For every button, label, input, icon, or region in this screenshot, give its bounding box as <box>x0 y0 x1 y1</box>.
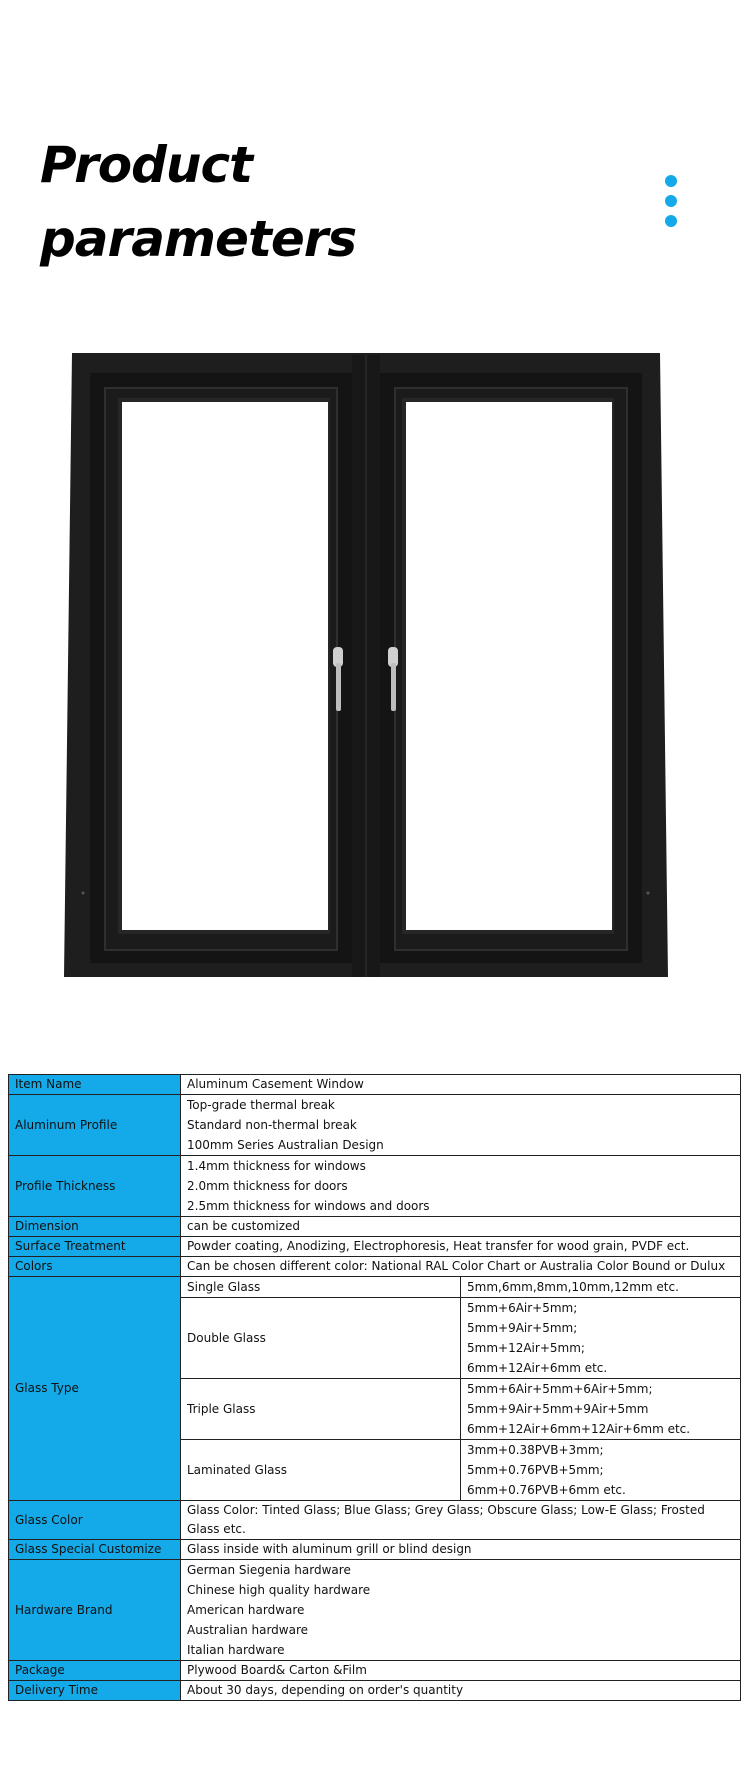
row-value-hardware-brand <box>181 1560 741 1661</box>
table-row <box>9 1237 741 1257</box>
row-label-hardware-brand: Hardware Brand <box>9 1560 181 1661</box>
table-row <box>9 1257 741 1277</box>
page-title-line-1: Product <box>40 136 253 194</box>
glass-single-value <box>461 1277 741 1298</box>
list-item: Top-grade thermal break <box>187 1098 335 1112</box>
list-item: 6mm+12Air+6mm etc. <box>467 1361 608 1375</box>
spec-table <box>8 1074 741 1701</box>
list-item: 5mm+9Air+5mm; <box>467 1321 578 1335</box>
list-item: 5mm+0.76PVB+5mm; <box>467 1463 604 1477</box>
row-value-item-name: Aluminum Casement Window <box>181 1075 741 1095</box>
table-row <box>9 1095 741 1156</box>
row-label-package: Package <box>9 1661 181 1681</box>
list-item: 5mm+6Air+5mm+6Air+5mm; <box>467 1382 653 1396</box>
list-item: Italian hardware <box>187 1643 285 1657</box>
glass-triple-name: Triple Glass <box>181 1379 461 1440</box>
list-item: German Siegenia hardware <box>187 1563 351 1577</box>
row-value-aluminum-profile <box>181 1095 741 1156</box>
row-value-surface-treatment: Powder coating, Anodizing, Electrophoresis, Heat transfer for wood grain, PVDF ect. <box>181 1237 741 1257</box>
table-row <box>9 1661 741 1681</box>
table-row <box>9 1681 741 1701</box>
row-label-glass-color: Glass Color <box>9 1501 181 1540</box>
list-item: 1.4mm thickness for windows <box>187 1159 366 1173</box>
list-item: 3mm+0.38PVB+3mm; <box>467 1443 604 1457</box>
list-item: Australian hardware <box>187 1623 309 1637</box>
page-title-line-2: parameters <box>40 210 357 268</box>
list-item: 5mm,6mm,8mm,10mm,12mm etc. <box>467 1280 679 1294</box>
list-item: 100mm Series Australian Design <box>187 1138 384 1152</box>
row-label-dimension: Dimension <box>9 1217 181 1237</box>
row-value-glass-special: Glass inside with aluminum grill or blind design <box>181 1540 741 1560</box>
row-value-package: Plywood Board& Carton &Film <box>181 1661 741 1681</box>
glass-laminated-value <box>461 1440 741 1501</box>
list-item: 2.0mm thickness for doors <box>187 1179 348 1193</box>
row-value-profile-thickness <box>181 1156 741 1217</box>
page-title <box>40 128 356 276</box>
row-value-delivery-time: About 30 days, depending on order's quantity <box>181 1681 741 1701</box>
row-label-delivery-time: Delivery Time <box>9 1681 181 1701</box>
row-label-glass-special: Glass Special Customize <box>9 1540 181 1560</box>
list-item: 5mm+9Air+5mm+9Air+5mm <box>467 1402 649 1416</box>
table-row <box>9 1501 741 1540</box>
table-row <box>9 1560 741 1661</box>
row-value-dimension: can be customized <box>181 1217 741 1237</box>
row-label-surface-treatment: Surface Treatment <box>9 1237 181 1257</box>
table-row <box>9 1277 741 1298</box>
list-item: Standard non-thermal break <box>187 1118 357 1132</box>
row-label-aluminum-profile: Aluminum Profile <box>9 1095 181 1156</box>
list-item: 5mm+12Air+5mm; <box>467 1341 585 1355</box>
glass-single-name: Single Glass <box>181 1277 461 1298</box>
vertical-dots-icon <box>665 175 679 235</box>
row-value-colors: Can be chosen different color: National RAL Color Chart or Australia Color Bound or Dulux <box>181 1257 741 1277</box>
list-item: Chinese high quality hardware <box>187 1583 371 1597</box>
table-row <box>9 1217 741 1237</box>
list-item: American hardware <box>187 1603 305 1617</box>
row-label-glass-type: Glass Type <box>9 1277 181 1501</box>
list-item: 2.5mm thickness for windows and doors <box>187 1199 430 1213</box>
list-item: 5mm+6Air+5mm; <box>467 1301 578 1315</box>
table-row <box>9 1075 741 1095</box>
row-value-glass-color: Glass Color: Tinted Glass; Blue Glass; Grey Glass; Obscure Glass; Low-E Glass; Frosted Glass etc. <box>181 1501 741 1540</box>
row-label-item-name: Item Name <box>9 1075 181 1095</box>
glass-laminated-name: Laminated Glass <box>181 1440 461 1501</box>
glass-double-value <box>461 1298 741 1379</box>
row-label-colors: Colors <box>9 1257 181 1277</box>
table-row <box>9 1540 741 1560</box>
glass-triple-value <box>461 1379 741 1440</box>
list-item: 6mm+0.76PVB+6mm etc. <box>467 1483 626 1497</box>
row-label-profile-thickness: Profile Thickness <box>9 1156 181 1217</box>
product-window-image <box>0 345 750 985</box>
list-item: 6mm+12Air+6mm+12Air+6mm etc. <box>467 1422 691 1436</box>
table-row <box>9 1156 741 1217</box>
glass-double-name: Double Glass <box>181 1298 461 1379</box>
